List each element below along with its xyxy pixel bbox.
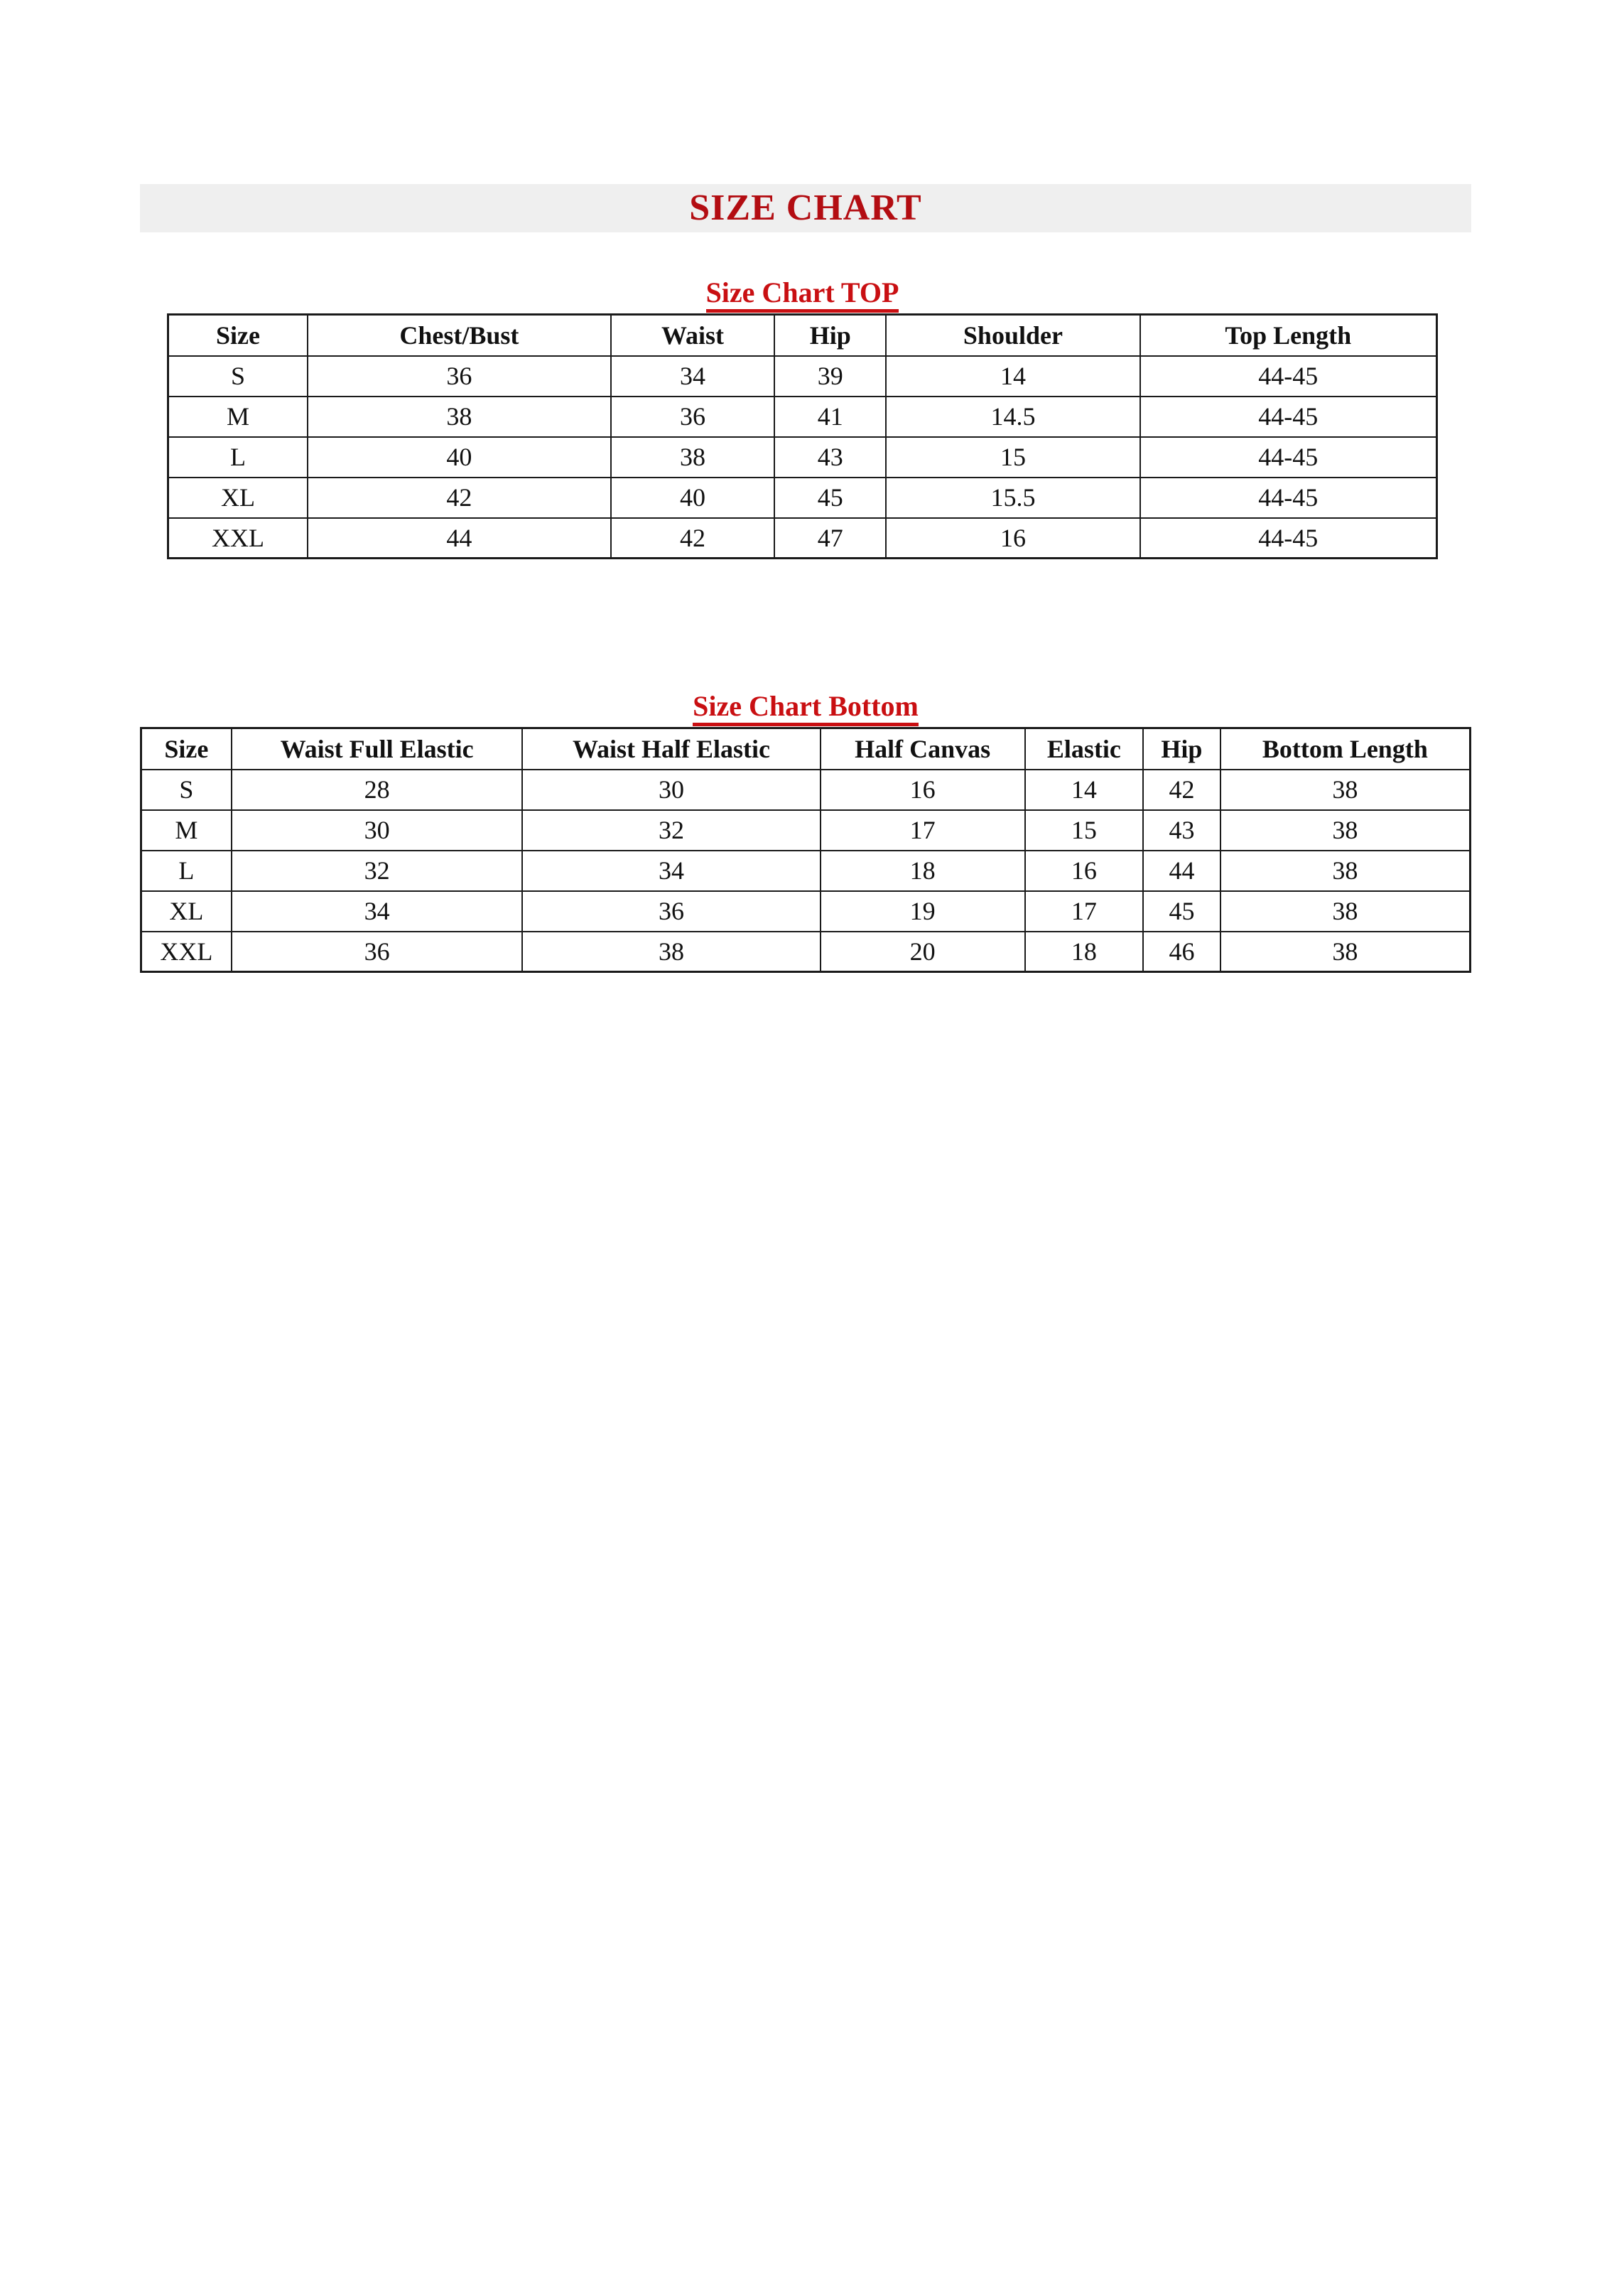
table-cell: 34 [611, 356, 774, 397]
table-cell: M [141, 810, 232, 851]
table-cell: 38 [1220, 891, 1471, 932]
size-chart-top-table [167, 313, 1438, 559]
table-cell: 15 [1025, 810, 1144, 851]
table-cell: 45 [1143, 891, 1220, 932]
bottom-table-header-row [141, 728, 1471, 770]
table-cell: 38 [308, 397, 611, 437]
table-cell: L [141, 851, 232, 891]
table-cell: 14 [886, 356, 1139, 397]
page-title: SIZE CHART [689, 188, 922, 228]
table-cell: XXL [168, 518, 308, 559]
table-cell: 44 [308, 518, 611, 559]
table-cell: 44-45 [1140, 397, 1437, 437]
table-cell: 32 [232, 851, 523, 891]
col-header-hip: Hip [1143, 728, 1220, 770]
table-row-xxl [141, 932, 1471, 972]
table-cell: 46 [1143, 932, 1220, 972]
top-table-header-row [168, 315, 1437, 356]
table-row-xl [141, 891, 1471, 932]
table-cell: 45 [774, 478, 886, 518]
table-cell: 38 [522, 932, 820, 972]
table-cell: 16 [1025, 851, 1144, 891]
table-row-m [168, 397, 1437, 437]
table-cell: 14 [1025, 770, 1144, 810]
col-header-waist-half-elastic: Waist Half Elastic [522, 728, 820, 770]
table-row-m [141, 810, 1471, 851]
table-cell: XXL [141, 932, 232, 972]
table-cell: 36 [522, 891, 820, 932]
table-cell: 38 [1220, 770, 1471, 810]
col-header-half-canvas: Half Canvas [821, 728, 1025, 770]
table-cell: 15.5 [886, 478, 1139, 518]
table-cell: 43 [774, 437, 886, 478]
table-cell: 47 [774, 518, 886, 559]
table-cell: 36 [232, 932, 523, 972]
col-header-size: Size [168, 315, 308, 356]
table-cell: 20 [821, 932, 1025, 972]
table-row-l [141, 851, 1471, 891]
size-chart-top-heading: Size Chart TOP [706, 278, 899, 313]
table-cell: 16 [821, 770, 1025, 810]
col-header-chest-bust: Chest/Bust [308, 315, 611, 356]
table-cell: 44-45 [1140, 437, 1437, 478]
table-cell: 42 [611, 518, 774, 559]
table-cell: XL [168, 478, 308, 518]
table-cell: 44-45 [1140, 478, 1437, 518]
table-cell: 42 [308, 478, 611, 518]
table-cell: 41 [774, 397, 886, 437]
col-header-elastic: Elastic [1025, 728, 1144, 770]
table-cell: XL [141, 891, 232, 932]
table-cell: 42 [1143, 770, 1220, 810]
col-header-bottom-length: Bottom Length [1220, 728, 1471, 770]
table-cell: 40 [611, 478, 774, 518]
table-cell: 38 [1220, 810, 1471, 851]
col-header-hip: Hip [774, 315, 886, 356]
size-chart-bottom-section [140, 691, 1471, 973]
table-cell: 18 [821, 851, 1025, 891]
table-cell: 14.5 [886, 397, 1139, 437]
table-cell: 39 [774, 356, 886, 397]
table-cell: 32 [522, 810, 820, 851]
table-cell: 30 [522, 770, 820, 810]
table-row-s [141, 770, 1471, 810]
table-cell: 38 [611, 437, 774, 478]
table-cell: 43 [1143, 810, 1220, 851]
table-row-l [168, 437, 1437, 478]
table-cell: 28 [232, 770, 523, 810]
table-cell: 17 [1025, 891, 1144, 932]
col-header-top-length: Top Length [1140, 315, 1437, 356]
table-cell: 38 [1220, 851, 1471, 891]
table-cell: 15 [886, 437, 1139, 478]
table-cell: 19 [821, 891, 1025, 932]
table-row-xl [168, 478, 1437, 518]
table-cell: 36 [611, 397, 774, 437]
size-chart-top-section [167, 278, 1438, 559]
table-cell: 44 [1143, 851, 1220, 891]
table-cell: 16 [886, 518, 1139, 559]
size-chart-bottom-heading: Size Chart Bottom [693, 691, 919, 726]
table-cell: 30 [232, 810, 523, 851]
size-chart-bottom-table [140, 727, 1471, 973]
col-header-waist-full-elastic: Waist Full Elastic [232, 728, 523, 770]
page-title-banner [140, 184, 1471, 232]
table-cell: 44-45 [1140, 518, 1437, 559]
table-cell: S [141, 770, 232, 810]
table-row-s [168, 356, 1437, 397]
col-header-size: Size [141, 728, 232, 770]
table-cell: 18 [1025, 932, 1144, 972]
table-cell: 17 [821, 810, 1025, 851]
table-cell: 34 [232, 891, 523, 932]
col-header-waist: Waist [611, 315, 774, 356]
table-cell: 38 [1220, 932, 1471, 972]
table-cell: 44-45 [1140, 356, 1437, 397]
table-cell: 36 [308, 356, 611, 397]
table-cell: 34 [522, 851, 820, 891]
col-header-shoulder: Shoulder [886, 315, 1139, 356]
table-cell: 40 [308, 437, 611, 478]
table-cell: S [168, 356, 308, 397]
table-cell: M [168, 397, 308, 437]
table-cell: L [168, 437, 308, 478]
table-row-xxl [168, 518, 1437, 559]
